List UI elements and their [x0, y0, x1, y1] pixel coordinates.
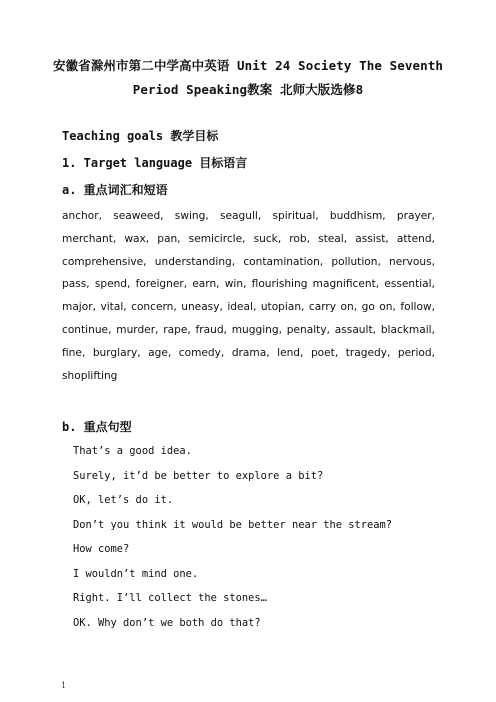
subsection-heading-sentence-patterns: b. 重点句型: [62, 420, 132, 434]
sentence-pattern-item: OK, let’s do it.: [73, 494, 174, 506]
sentence-pattern-item: That’s a good idea.: [73, 445, 192, 457]
sentence-pattern-item: Right. I’ll collect the stones…: [73, 592, 267, 604]
sentence-pattern-item: Surely, it’d be better to explore a bit?: [73, 469, 324, 482]
vocabulary-paragraph: anchor, seaweed, swing, seagull, spiritual, buddhism, prayer, merchant, wax, pan, semicircle, suck, rob, steal, assist, attend, comprehensive, understanding, contamination, pollution, nervous, pass, spend, foreigner, earn, win, flourishing magnificent, essential, major, vital, concern, uneasy, ideal, utopian, carry on, go on, follow, continue, murder, rape, fraud, mugging, penalty, assault, blackmail, fine, burglary, age, comedy, drama, lend, poet, tragedy, period, shoplifting: [62, 210, 435, 382]
sentence-pattern-item: How come?: [73, 543, 130, 555]
document-title-line-2: Period Speaking教案 北师大版选修8: [132, 82, 364, 97]
sentence-pattern-item: Don’t you think it would be better near the stream?: [73, 518, 393, 531]
document-title-line-1: 安徽省滁州市第二中学高中英语 Unit 24 Society The Seventh: [53, 58, 443, 73]
sentence-pattern-list: [73, 444, 392, 640]
section-heading-teaching-goals: Teaching goals 教学目标: [62, 129, 219, 143]
section-heading-target-language: 1. Target language 目标语言: [62, 156, 248, 170]
sentence-pattern-item: I wouldn’t mind one.: [73, 567, 199, 580]
page-number: 1: [61, 681, 67, 690]
sentence-pattern-item: OK. Why don’t we both do that?: [73, 616, 261, 629]
subsection-heading-vocabulary: a. 重点词汇和短语: [62, 183, 168, 197]
